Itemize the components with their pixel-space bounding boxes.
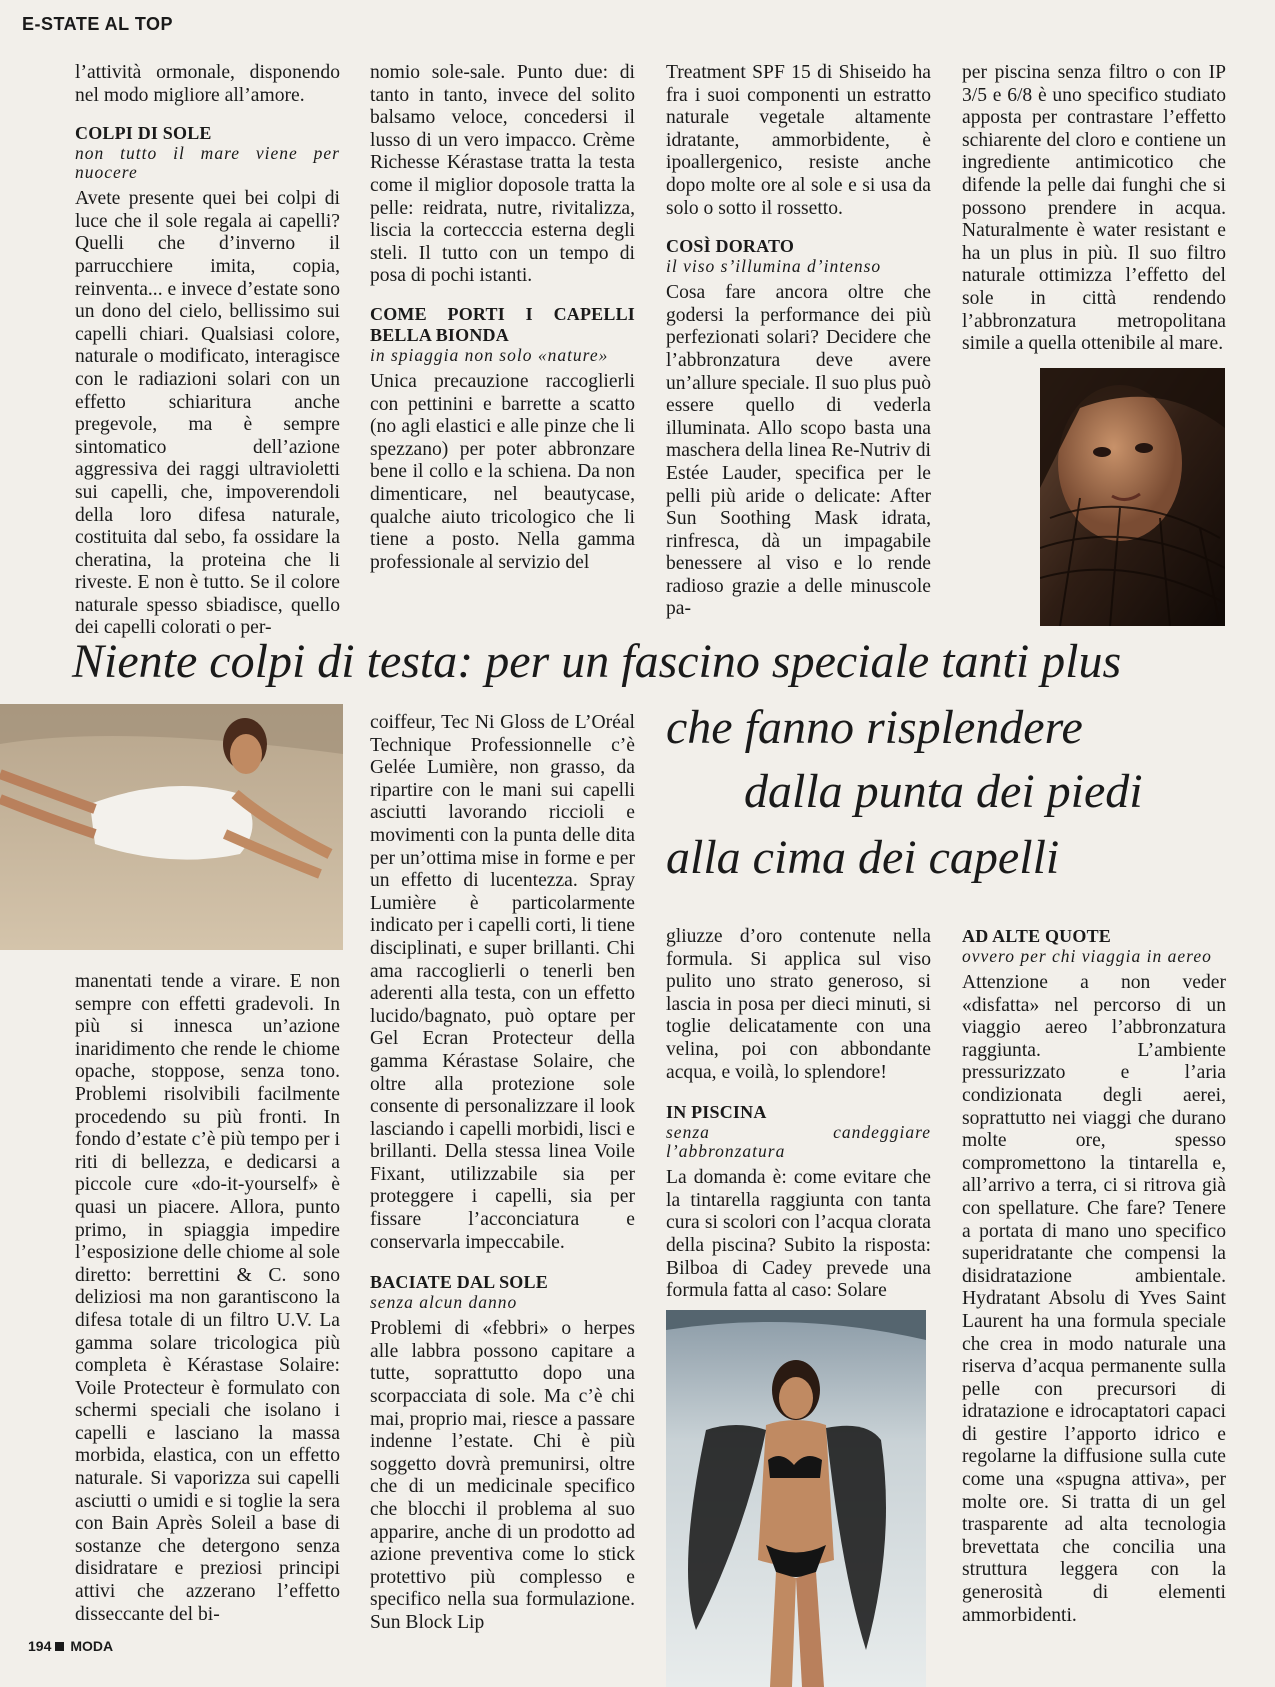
paragraph: coiffeur, Tec Ni Gloss de L’Oréal Technique Professionnelle c’è Gelée Lumière, non grasso, da ripartire con le mani sui capelli asciutti lavorando riccioli e movimenti con la punta delle dita per un’ottima mise in forme e per un effetto di lucentezza. Spray Lumière è particolarmente indicato per i capelli corti, li tiene disciplinati, e super brillanti. Chi ama raccoglierli o tenerli ben aderenti alla testa, con un effetto lucido/bagnato, può optare per Gel Ecran Protecteur della gamma Kérastase Solaire, che oltre alla protezione sole consente di personalizzare il look lasciando i capelli morbidi, lisci e brillanti. Della stessa linea Voile Fixant, utilizzabile sia per proteggere i capelli, sia per fissare l’acconciatura e conservarla impeccabile.: [370, 712, 635, 1253]
subhead-title: COME PORTI I CAPELLI BELLA BIONDA: [370, 303, 635, 345]
subhead-subtitle: senza candeggiare l’abbronzatura: [666, 1122, 931, 1162]
column-4-bottom: [962, 926, 1226, 1627]
paragraph: Cosa fare ancora oltre che godersi la performance dei più perfezionati solari? Decidere che l’abbronzatura deve avere un’allure speciale. Il suo plus può essere quello di vederla illuminata. Allo scopo basta una maschera della linea Re-Nutriv di Estée Lauder, specifica per le pelli più aride o delicate: After Sun Soothing Mask idrata, rinfresca, dà un impagabile benessere al viso e lo rende radioso grazie a delle minuscole pa-: [666, 282, 931, 620]
portrait-photo: [1040, 368, 1225, 626]
subhead-title: COSÌ DORATO: [666, 236, 795, 257]
page-footer: [28, 1638, 113, 1654]
subhead: [666, 1102, 931, 1161]
pull-quote-line-3: dalla punta dei piedi: [744, 765, 1143, 818]
subhead: [75, 123, 340, 182]
column-3-top: [666, 62, 931, 621]
beach-photo: [0, 704, 343, 950]
subhead-subtitle: senza alcun danno: [370, 1292, 518, 1313]
paragraph: Attenzione a non veder «disfatta» nel percorso di un viaggio aereo l’abbronzatura raggiunta. L’ambiente pressurizzato e l’aria condizionata degli aerei, soprattutto nei viaggi che durano molte ore, spesso compromettono la tintarella e, all’arrivo a terra, ci si ritrova già con spellature. Che fare? Tenere a portata di mano uno specifico superidratante che compensi la disidratazione ambientale. Hydratant Absolu di Yves Saint Laurent ha una formula speciale che crea in modo naturale una riserva d’acqua permanente sulla pelle con precursori di idratazione e idrocaptatori capaci di gestire l’apporto idrico e regolarne la diffusione sulla cute come una «spugna attiva», per molte ore. Si tratta di un gel trasparente ad alta tecnologia brevettata che concilia una struttura leggera con la generosità di elementi ammorbidenti.: [962, 972, 1226, 1626]
subhead: [666, 236, 931, 276]
paragraph: Unica precauzione raccoglierli con pettinini e barrette a scatto (no agli elastici e alle pinze che li spezzano) per poter abbronzare bene il collo e la schiena. Da non dimenticare, nel beautycase, qualche aiuto tricologico che li tiene a posto. Nella gamma professionale al servizio del: [370, 370, 635, 573]
paragraph: nomio sole-sale. Punto due: di tanto in tanto, invece del solito balsamo veloce, concedersi il lusso di un vero impacco. Crème Richesse Kérastase tratta la testa come il miglior doposole tratta la pelle: reidrata, nutre, rivitalizza, liscia la cortecccia esterna degli steli. Il tutto con un tempo di posa di pochi istanti.: [370, 62, 635, 287]
square-bullet-icon: [55, 1642, 64, 1651]
paragraph: La domanda è: come evitare che la tintarella raggiunta con tanta cura si scolori con l’acqua clorata della piscina? Subito la risposta: Bilboa di Cadey prevede una formula fatta al caso: Solare: [666, 1167, 931, 1302]
paragraph: gliuzze d’oro contenute nella formula. Si applica sul viso pulito uno strato generoso, si lascia in posa per dieci minuti, si toglie delicatamente con una velina, poi con abbondante acqua, e voilà, lo splendore!: [666, 926, 931, 1083]
subhead: [962, 926, 1226, 966]
subhead: [370, 1272, 635, 1312]
subhead-subtitle: ovvero per chi viaggia in aereo: [962, 946, 1212, 966]
page-number: 194: [28, 1638, 52, 1654]
subhead-subtitle: non tutto il mare viene per nuocere: [75, 143, 340, 183]
subhead-subtitle: il viso s’illumina d’intenso: [666, 256, 882, 277]
subhead: [370, 304, 635, 365]
subhead-title: BACIATE DAL SOLE: [370, 1272, 548, 1293]
subhead-title: COLPI DI SOLE: [75, 123, 212, 144]
paragraph: per piscina senza filtro o con IP 3/5 e 6/8 è uno specifico studiato apposta per contrastare l’effetto schiarente del cloro e contiene un ingrediente antimicotico che difende la pelle dai funghi che si possono prendere in acqua. Naturalmente è water resistant e ha un plus in più. Il suo filtro naturale ottimizza l’effetto del sole in città rendendo l’abbronzatura metropolitana simile a quella ottenibile al mare.: [962, 62, 1226, 355]
column-3-bottom: [666, 926, 931, 1303]
column-2-bottom: [370, 712, 635, 1635]
pull-quote-line-4: alla cima dei capelli: [666, 831, 1060, 884]
subhead-title: AD ALTE QUOTE: [962, 926, 1111, 946]
bikini-photo: [666, 1310, 926, 1687]
paragraph: Avete presente quei bei colpi di luce che il sole regala ai capelli? Quelli che d’inverno il parrucchiere imita, copia, reinventa... e invece d’estate sono un dono del cielo, bellissimo sui capelli chiari. Qualsiasi colore, naturale o modificato, interagisce con le radiazioni solari con un effetto schiaritura anche pregevole, ma è sempre sintomatico dell’azione aggressiva dei raggi ultravioletti sui capelli, che, impoverendoli della loro difesa naturale, costituita dal sebo, fa ossidare la cheratina, la proteina che li riveste. E non è tutto. Se il colore naturale spesso sbiadisce, quello dei capelli colorati o per-: [75, 188, 340, 639]
pull-quote-line-1: Niente colpi di testa: per un fascino speciale tanti plus: [72, 635, 1122, 688]
column-2-top: [370, 62, 635, 574]
paragraph: Problemi di «febbri» o herpes alle labbra possono capitare a tutte, soprattutto dopo una scorpacciata di sole. Ma c’è chi mai, proprio mai, riesce a passare indenne l’estate. Chi è più soggetto dovrà premunirsi, oltre che di un medicinale specifico che blocchi il problema al suo apparire, anche di un prodotto ad azione preventiva come lo stick protettivo più complesso e specifico nella sua formulazione. Sun Block Lip: [370, 1318, 635, 1633]
subhead-subtitle: in spiaggia non solo «nature»: [370, 344, 609, 365]
column-1-top: [75, 62, 340, 640]
magazine-name: MODA: [70, 1638, 114, 1654]
pull-quote-line-2: che fanno risplendere: [666, 701, 1083, 754]
paragraph: Treatment SPF 15 di Shiseido ha fra i suoi componenti un estratto naturale vegetale altamente idratante, ammorbidente, è ipoallergenico, resiste anche dopo molte ore al sole e si usa da solo o sotto il rossetto.: [666, 62, 931, 219]
paragraph: l’attività ormonale, disponendo nel modo migliore all’amore.: [75, 62, 340, 106]
column-4-top: [962, 62, 1226, 356]
column-1-bottom: [75, 971, 340, 1626]
section-label: E-STATE AL TOP: [22, 14, 174, 34]
subhead-title: IN PISCINA: [666, 1102, 767, 1123]
paragraph: manentati tende a virare. E non sempre con effetti gradevoli. In più si innesca un’azione inaridimento che rende le chiome opache, stoppose, senza tono. Problemi risolvibili facilmente procedendo su più fronti. In fondo d’estate c’è più tempo per i riti di bellezza, e dedicarsi a piccole cure «do-it-yourself» è quasi un piacere. Allora, punto primo, in spiaggia impedire l’esposizione delle chiome al sole diretto: berrettini & C. sono deliziosi ma non garantiscono la difesa totale di un filtro U.V. La gamma solare tricologica più completa è Kérastase Solaire: Voile Protecteur è formulato con schermi speciali che isolano i capelli e lasciano la massa morbida, elastica, con un effetto naturale. Si vaporizza sui capelli asciutti o umidi e si toglie la sera con Bain Après Soleil a base di sostanze che detergono senza disidratare e preziosi principi attivi che azzerano l’effetto disseccante del bi-: [75, 971, 340, 1625]
